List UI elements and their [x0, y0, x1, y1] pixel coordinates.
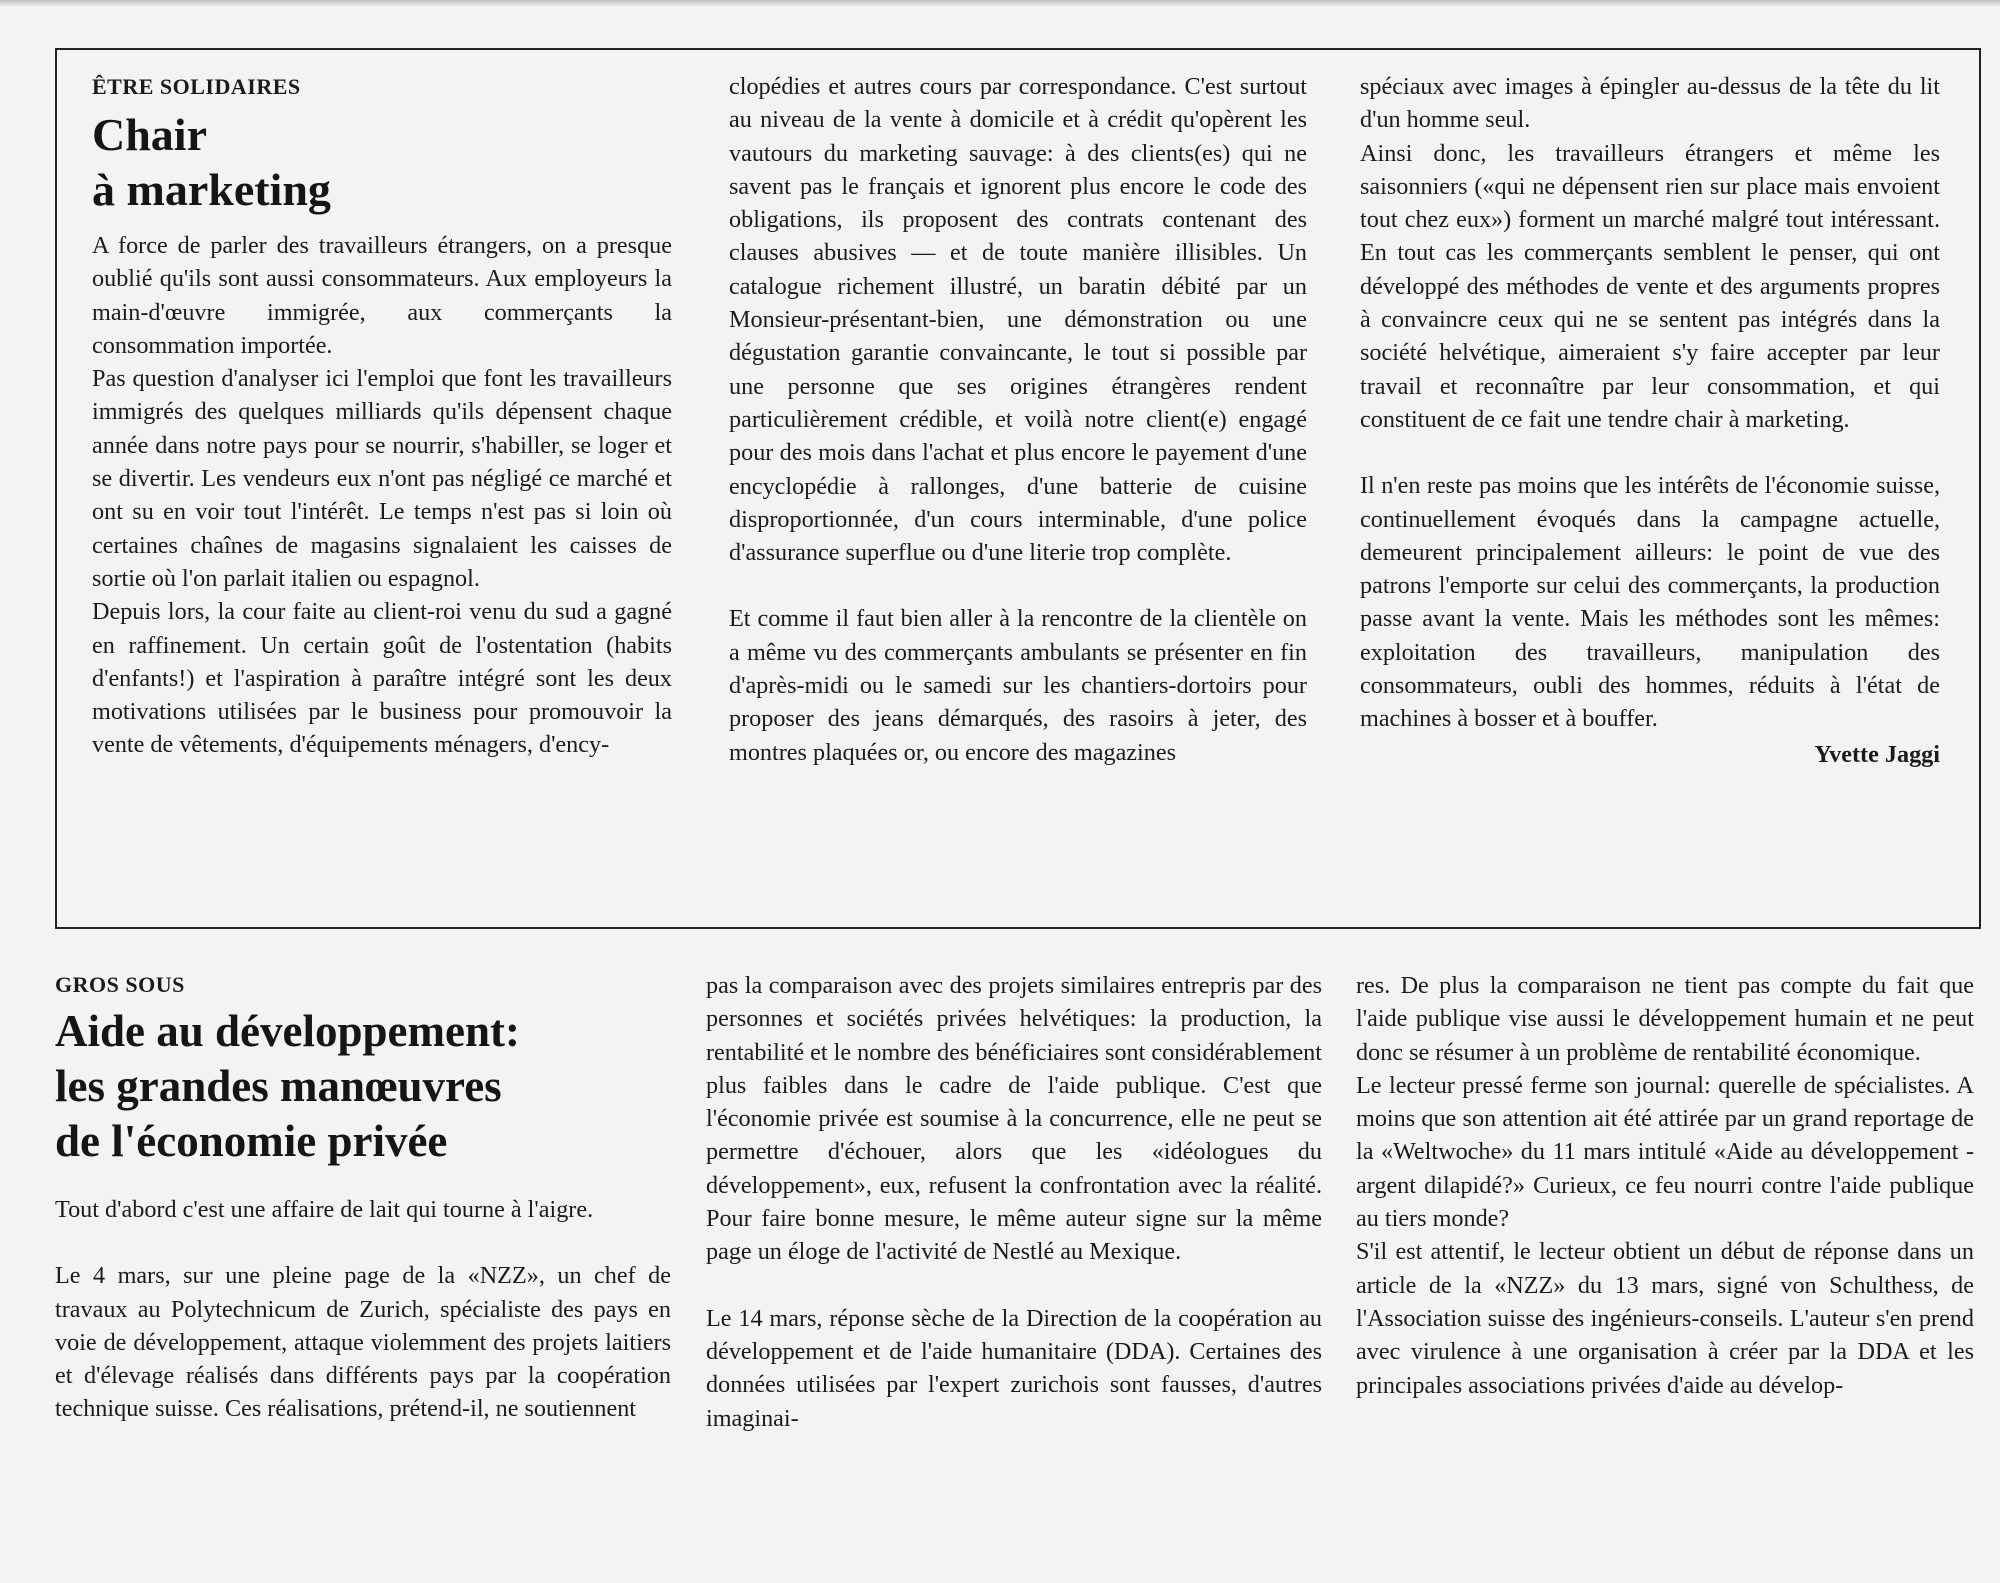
article1-paragraph: Et comme il faut bien aller à la rencontre de la clientèle on a même vu des commerçants ambulants se présenter en fin d'après-midi ou le samedi sur les chantiers-dortoirs pour proposer des jeans démarqués, des rasoirs à jeter, des montres plaquées or, ou encore des magazines [729, 605, 1307, 766]
article2-paragraph: S'il est attentif, le lecteur obtient un début de réponse dans un article de la «NZZ» du 13 mars, signé von Schulthess, de l'Association suisse des ingénieurs-conseils. L'auteur s'en prend avec virulence à une organisation à créer par la DDA et les principales associations privées d'aide au dévelop- [1356, 1238, 1974, 1399]
article1-headline-line2: à marketing [92, 164, 331, 215]
article2-kicker: GROS SOUS [55, 972, 185, 997]
article1-headline-line1: Chair [92, 109, 207, 160]
article2-headline-line1: Aide au développement: [55, 1006, 520, 1056]
article1-paragraph: spéciaux avec images à épingler au-dessus de la tête du lit d'un homme seul. [1360, 73, 1940, 134]
article2-paragraph: Le 14 mars, réponse sèche de la Direction de la coopération au développement et de l'aide humanitaire (DDA). Certaines des données utilisées par l'expert zurichois sont fausses, d'autres imaginai- [706, 1304, 1322, 1432]
article1-column-2 [729, 70, 1307, 769]
article2-paragraph: Le lecteur pressé ferme son journal: querelle de spécialistes. A moins que son attention ait été attirée par un grand reportage de la «Weltwoche» du 11 mars intitulé «Aide au développement - argent dilapidé?» Curieux, ce feu nourri contre l'aide publique au tiers monde? [1356, 1071, 1974, 1233]
article1-paragraph: Pas question d'analyser ici l'emploi que font les travailleurs immigrés des quelques milliards qu'ils dépensent chaque année dans notre pays pour se nourrir, s'habiller, se loger et se divertir. Les vendeurs eux n'ont pas négligé ce marché et ont su en voir tout l'intérêt. Le temps n'est pas si loin où certaines chaînes de magasins signalaient les caisses de sortie où l'on parlait italien ou espagnol. [92, 365, 672, 592]
article1-paragraph: Ainsi donc, les travailleurs étrangers et même les saisonniers («qui ne dépensent rien sur place mais envoient tout chez eux») forment un marché malgré tout intéressant. En tout cas les commerçants semblent le penser, qui ont développé des méthodes de vente et des arguments propres à convaincre ceux qui ne se sentent pas intégrés dans la société helvétique, aimeraient s'y faire accepter par leur travail et reconnaître par leur consommation, et qui constituent de ce fait une tendre chair à marketing. [1360, 139, 1940, 433]
article1-paragraph: A force de parler des travailleurs étrangers, on a presque oublié qu'ils sont aussi consommateurs. Aux employeurs la main-d'œuvre immigrée, aux commerçants la consommation importée. [92, 232, 672, 359]
article2-headline-line2: les grandes manœuvres [55, 1061, 502, 1111]
article2-column-2 [706, 969, 1322, 1435]
article2-paragraph: Le 4 mars, sur une pleine page de la «NZZ», un chef de travaux au Polytechnicum de Zurich, spécialiste des pays en voie de développement, attaque violemment des projets laitiers et d'élevage réalisés dans différents pays par la coopération technique suisse. Ces réalisations, prétend-il, ne soutiennent [55, 1262, 671, 1423]
article2-column-3 [1356, 969, 1974, 1402]
article2-paragraph: res. De plus la comparaison ne tient pas compte du fait que l'aide publique vise aussi le développement humain et ne peut donc se résumer à un problème de rentabilité économique. [1356, 972, 1974, 1066]
article2-column-1 [55, 970, 671, 1426]
article2-headline-line3: de l'économie privée [55, 1116, 448, 1166]
article1-paragraph: clopédies et autres cours par correspondance. C'est surtout au niveau de la vente à domicile et à crédit qu'opèrent les vautours du marketing sauvage: à des clients(es) qui ne savent pas le français et ignorent plus encore le code des obligations, ils proposent des contrats contenant des clauses abusives — et de toute manière illisibles. Un catalogue richement illustré, un baratin débité par un Monsieur-présentant-bien, une démonstration ou une dégustation garantie convaincante, le tout si possible par une personne que ses origines étrangères rendent particulièrement crédible, et voilà notre client(e) engagé pour des mois dans l'achat et plus encore le payement d'une encyclopédie à rallonges, d'une batterie de cuisine disproportionnée, d'un cours interminable, d'une police d'assurance superflue ou d'une literie trop complète. [729, 73, 1307, 567]
article1-headline [92, 107, 672, 217]
article2-headline [55, 1004, 671, 1169]
article2-paragraph: pas la comparaison avec des projets similaires entrepris par des personnes et sociétés privées helvétiques: la production, la rentabilité et le nombre des bénéficiaires sont considérablement plus faibles dans le cadre de l'aide publique. C'est que l'économie privée est soumise à la concurrence, elle ne peut se permettre d'échouer, alors que les «idéologues du développement», eux, refusent la confrontation avec la réalité. Pour faire bonne mesure, le même auteur signe sur la même page un éloge de l'activité de Nestlé au Mexique. [706, 972, 1322, 1266]
article1-column-1 [92, 72, 672, 762]
article1-paragraph: Il n'en reste pas moins que les intérêts de l'économie suisse, continuellement évoqués dans la campagne actuelle, demeurent principalement ailleurs: le point de vue des patrons l'emporte sur celui des commerçants, la production passe avant la vente. Mais les méthodes sont les mêmes: exploitation des travailleurs, manipulation des consommateurs, oubli des hommes, réduits à l'état de machines à bosser et à bouffer. [1360, 472, 1940, 733]
article2-paragraph: Tout d'abord c'est une affaire de lait qui tourne à l'aigre. [55, 1196, 594, 1223]
page-top-edge [0, 0, 2000, 6]
article1-kicker: ÊTRE SOLIDAIRES [92, 74, 301, 99]
article1-author-signature: Yvette Jaggi [1814, 740, 1940, 768]
article1-paragraph: Depuis lors, la cour faite au client-roi venu du sud a gagné en raffinement. Un certain goût de l'ostentation (habits d'enfants!) et l'aspiration à paraître intégré sont les deux motivations utilisées par le business pour promouvoir la vente de vêtements, d'équipements ménagers, d'ency- [92, 598, 672, 759]
article1-column-3 [1360, 70, 1940, 771]
